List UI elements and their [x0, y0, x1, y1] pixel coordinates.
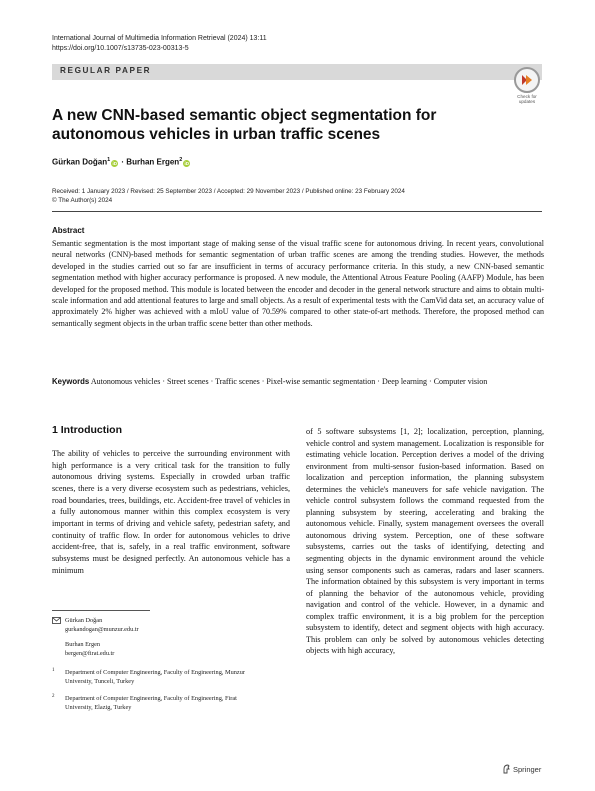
divider: [52, 211, 542, 212]
article-type-banner: [52, 64, 542, 80]
author-name[interactable]: Gürkan Doğan: [52, 157, 108, 167]
publisher-logo: [502, 764, 541, 774]
orcid-icon[interactable]: iD: [112, 160, 117, 166]
publication-history: [52, 187, 405, 205]
footnote-divider: [52, 610, 150, 611]
section-heading: 1 Introduction: [52, 424, 122, 436]
body-column-left: The ability of vehicles to perceive the surrounding environment with high performance is a very critical task for the transition to fully autonomous driving systems. Especially in crowded urban traffic scenes, there is a very diverse ecosystem such as pedestrians, vehicles, road boundaries, trees, buildings, etc. Accident-free travel of vehicles in a fully autonomous manner within this complex ecosystem is very important in terms of driving and vehicle safety, pedestrian safety, and continuity of traffic flow. In order for autonomous vehicles to drive accident-free, that is, safely, in a real traffic environment, software subsystems must be designed perfectly. An autonomous vehicle has a minimum: [52, 449, 290, 575]
publisher-name: Springer: [513, 765, 542, 774]
abstract-text: Semantic segmentation is the most important stage of making sense of the visual traffic scene for autonomous driving. In recent years, convolutional neural networks (CNN)-based methods for semantic segmentation of urban traffic scenes are among the trending studies. However, the methods developed in the studies carried out so far are insufficient in terms of accuracy performance criteria. In this study, a new CNN-based semantic segmentation method with higher accuracy performance is proposed. A new module, the Attentional Atrous Feature Pooling (AAFP) Module, has been developed for the proposed method. This module is located between the encoder and decoder in the general network structure and aims to obtain multi-scale information and add attentional features to large and small objects. As a result of experimental tests with the CamVid data set, an accuracy value of approximately 2% higher was achieved with a mIoU value of 70.59% compared to other state-of-art methods. Therefore, the proposed method can semantically segment objects in the urban traffic scene better than other methods.: [52, 239, 544, 328]
corresponding-author-block: [52, 616, 139, 658]
keywords-label: Keywords: [52, 377, 90, 386]
author-name[interactable]: Burhan Ergen: [126, 157, 180, 167]
check-for-updates-badge[interactable]: [512, 67, 542, 103]
copyright-line: © The Author(s) 2024: [52, 197, 113, 204]
keywords: [52, 376, 542, 387]
affiliation-number: 2: [52, 694, 55, 699]
corresponding-author-email[interactable]: gurkandogan@munzur.edu.tr: [65, 626, 139, 633]
author-separator: ·: [119, 157, 127, 167]
coauthor-email[interactable]: bergen@firat.edu.tr: [65, 650, 115, 657]
affiliation-text: Department of Computer Engineering, Faculty of Engineering, Firat University, Elazig, Turkey: [65, 695, 237, 711]
journal-header: [52, 34, 267, 54]
doi-link[interactable]: https://doi.org/10.1007/s13735-023-00313-5: [52, 45, 189, 52]
corresponding-author-name: Gürkan Doğan: [65, 617, 103, 624]
affiliation-2: [52, 694, 292, 712]
journal-citation: International Journal of Multimedia Information Retrieval (2024) 13:11: [52, 35, 267, 42]
keywords-list: Autonomous vehicles · Street scenes · Traffic scenes · Pixel-wise semantic segmentation · Deep learning · Computer vision: [90, 377, 488, 386]
dates-line: Received: 1 January 2023 / Revised: 25 September 2023 / Accepted: 29 November 2023 / Published online: 23 February 2024: [52, 188, 405, 195]
affiliation-mark: 2: [179, 157, 183, 163]
update-badge-text: Check for updates: [517, 94, 537, 104]
orcid-icon[interactable]: iD: [184, 160, 190, 166]
springer-horse-icon: [502, 764, 511, 774]
paper-title: A new CNN-based semantic object segmentation for autonomous vehicles in urban traffic scenes: [52, 107, 437, 143]
affiliation-mark: 1: [107, 157, 111, 163]
affiliation-number: 1: [52, 668, 55, 673]
author-list: [52, 157, 191, 167]
update-badge-icon: [514, 67, 540, 93]
affiliation-1: [52, 668, 292, 686]
article-type-label: REGULAR PAPER: [60, 66, 152, 75]
coauthor-name: Burhan Ergen: [65, 641, 101, 648]
abstract-heading: Abstract: [52, 226, 85, 235]
email-envelope-icon: [52, 617, 61, 627]
body-column-right: of 5 software subsystems [1, 2]; localization, perception, planning, vehicle control and system management. Localization is responsible for estimating vehicle location. Perception derives a model of the driving environment from multi-sensor fusion-based information. Based on localization and perception information, the planning subsystem determines the vehicle's maneuvers for safe vehicle navigation. The vehicle control subsystem follows the command requested from the planning subsystem by steering, accelerating and braking the autonomous vehicle. Finally, system management oversees the overall autonomous driving system. Perception, one of these software subsystems, carries out the tasks of identifying, detecting and segmenting objects in the dynamic environment around the vehicle using sensor components such as cameras, radars and laser scanners. The information obtained by this subsystem is very important in terms of planning the behavior of the autonomous vehicle, providing navigation and control of the vehicle. However, in a dynamic and complex traffic environment, it is a big problem for the perception subsystem to identify, detect and segment objects with high accuracy. This problem can only be solved by autonomous vehicles detecting objects with high accuracy,: [306, 427, 544, 656]
affiliation-text: Department of Computer Engineering, Faculty of Engineering, Munzur University, Tunceli, Turkey: [65, 669, 245, 685]
